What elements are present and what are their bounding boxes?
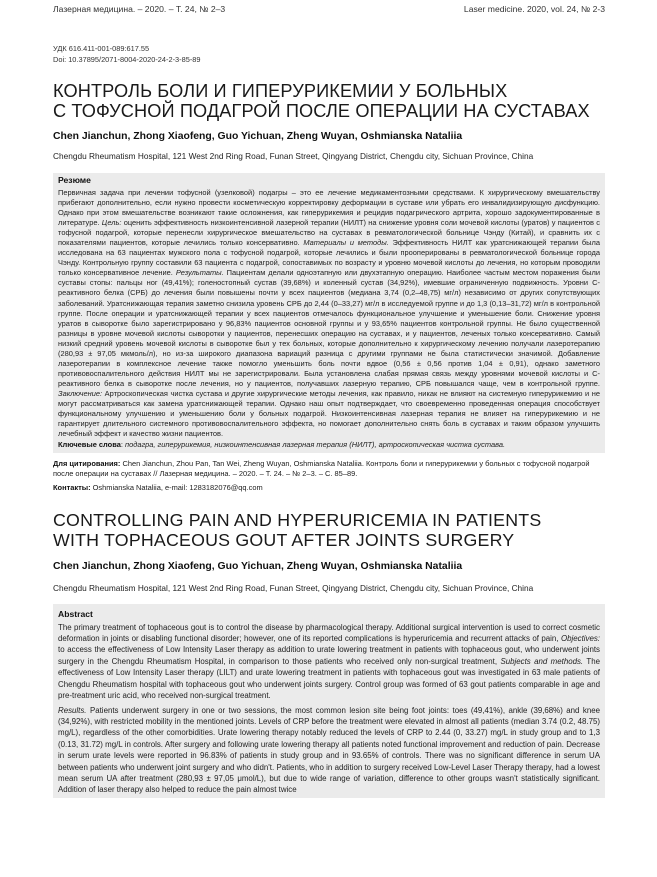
en-abstract-box (53, 604, 605, 798)
en-results-label: Results. (58, 705, 87, 715)
contact-email[interactable]: Oshmianska Nataliia, e-mail: 1283182076@qq.com (92, 482, 263, 492)
ru-citation-label: Для цитирования: (53, 458, 121, 468)
ru-citation: Для цитирования: Chen Jianchun, Zhou Pan, Tan Wei, Zheng Wuyan, Oshmianska Nataliia. Контроль боли и гиперурикемии у больных с тофусной подагрой после операции на суставах // Лазерная медицина. – 2020. – Т. 24. – № 2–3. – С. 85–89. (53, 458, 590, 478)
ru-title-line-2: С ТОФУСНОЙ ПОДАГРОЙ ПОСЛЕ ОПЕРАЦИИ НА СУСТАВАХ (53, 101, 590, 121)
en-title-line-2: WITH TOPHACEOUS GOUT AFTER JOINTS SURGERY (53, 529, 515, 550)
ru-methods-label: Материалы и методы. (303, 238, 389, 248)
udc-code: УДК 616.411-001-089:617.55 (53, 44, 150, 53)
ru-results-label: Результаты. (175, 268, 224, 278)
ru-affiliation: Chengdu Rheumatism Hospital, 121 West 2nd Ring Road, Funan Street, Qingyang District, Chengdu city, Sichuan Province, China (53, 151, 534, 161)
ru-abstract-text: Первичная задача при лечении тофусной (узелковой) подагры – это ее лечение медикаментозными средствами. К хирургическому вмешательству прибегают дополнительно, если нужно провести косметическую корректировку деформации в суставе или убрать его инвалидизирующую дисфункцию. Однако при этом вмешательстве возникают такие осложнения, как гиперурикемия и рецидив подагрического артрита, хорошо задокументированные в литературе. Цель: оценить эффективность низкоинтенсивной лазерной терапии (НИЛТ) на снижение уровня соли мочевой кислоты (уратов) у пациентов с тофусной подагрой, которые перенесли хирургическое вмешательство на суставах в ревматологической больнице Чэнду (Китай), и сравнить их с показателями пациентов, которые лечились только консервативно. Материалы и методы. Эффективность НИЛТ как уратснижающей терапии была исследована на 63 пациентах мужского пола с тофусной подагрой, которые лечились и были прооперированы в ревматологической больнице города Чэнду. Контрольную группу составили 63 пациента с подагрой, сопоставимых по возрасту и уровню мочевой кислоты до лечения, но которым проводили только консервативное лечение. Результаты. Пациентам делали одноэтапную или двухэтапную операцию. Наиболее частым местом поражения были суставы стопы: пальцы ног (49,41%); голеностопный сустав (39,68%) и коленный сустав (34,92%), имевшие ограниченную подвижность. Уровни С-реактивного белка (СРБ) до лечения были повышены почти у всех пациентов (медиана 3,74 (0,2–48,75) мг/л) независимо от других сопутствующих заболеваний. Уратснижающая терапия заметно снизила уровень СРБ до 2,44 (0–33,27) мг/л в исследуемой группе и до 1,3 (0,13–31,72) мг/л в контрольной группе. После операции и уратснижающей терапии у всех пациентов отмечалось функциональное улучшение и уменьшение боли. Снижение уровня уратов в сыворотке было зарегистрировано у 96,83% пациентов основной группы и у 93,65% пациентов контрольной группы. Не было существенной разницы в уровне мочевой кислоты сыворотки у пациентов, перенесших операцию на суставах, и у пациентов, леченых только консервативно. Самый низкий средний уровень мочевой кислоты в сыворотке был у тех больных, которые дополнительно к хирургическому лечению получали лазеротерапию (280,93 ± 97,05 мкмоль/л), но из-за широкого диапазона вариаций разница с другими группами не была статистически значимой. Добавление лазеротерапии в комплексное лечение также помогло уменьшить боль почти вдвое (0,56 ± 0,56 против 1,04 ± 0,91), однако заметного противовоспалительного действия НИЛТ мы не зарегистрировали. Была установлена слабая прямая связь между уровнями мочевой кислоты и С-реактивного белка в сыворотке после лечения, но у пациентов, получавших лазерную терапию, СРБ повышался чаще, чем в контрольной группе. Заключение: Артроскопическая чистка сустава и другие хирургические методы лечения, как правило, никак не влияют на системную гиперурикемию и не могут рассматриваться как замена уратснижающей терапии. Однако наш опыт подтверждает, что своевременно проведенная операция способствует функциональному улучшению и уменьшению боли у больных подагрой. Низкоинтенсивная лазерная терапия не влияет на гиперурикемию и не гарантирует длительного системного противовоспалительного эффекта, но помогает дополнительно снять боль в суставах и таким образом улучшить лечебный эффект и качество жизни пациентов. (58, 188, 600, 439)
running-header-left: Лазерная медицина. – 2020. – Т. 24, № 2–3 (53, 4, 226, 14)
ru-authors: Chen Jianchun, Zhong Xiaofeng, Guo Yichuan, Zheng Wuyan, Oshmianska Nataliia (53, 131, 463, 142)
ru-conclusion-label: Заключение: (58, 388, 103, 398)
ru-abstract-heading: Резюме (58, 175, 91, 185)
article-identifiers (53, 43, 605, 65)
en-methods-label: Subjects and methods. (500, 656, 584, 666)
ru-contacts (53, 483, 605, 492)
en-abstract-para-1: The primary treatment of tophaceous gout is to control the disease by pharmacological therapy. Additional surgical intervention is used to correct cosmetic deformation in joints or disabling functional disorder; however, one of its reported complications is hyperuricemia and recurrent attacks of pain, Objectives: to access the effectiveness of Low Intensity Laser therapy as addition to urate lowering treatment in patients with tophaceous gout, who underwent joints surgery in the Chengdu Rheumatism Hospital, in comparison to those patients who received only non-surgical treatment, Subjects and methods. The effectiveness of Low Intensity Laser therapy (LILT) and urate lowering treatment in patients with tophaceous gout was investigated in 63 male patients of Chengdu Rheumatism hospital with tophaceous gout who underwent joints surgery. Control group was formed of 63 gout patients comparable in age and pre-treatment uric acid, who received non-surgical treatment. (58, 622, 600, 701)
en-affiliation: Chengdu Rheumatism Hospital, 121 West 2nd Ring Road, Funan Street, Qingyang District, Chengdu city, Sichuan Province, China (53, 582, 534, 593)
ru-abstract-box (53, 173, 605, 453)
ru-contacts-label: Контакты: (53, 482, 91, 492)
doi: Doi: 10.37895/2071-8004-2020-24-2-3-85-89 (53, 55, 201, 64)
en-authors: Chen Jianchun, Zhong Xiaofeng, Guo Yichuan, Zheng Wuyan, Oshmianska Nataliia (53, 560, 463, 572)
ru-title-line-1: КОНТРОЛЬ БОЛИ И ГИПЕРУРИКЕМИИ У БОЛЬНЫХ (53, 81, 508, 101)
ru-goal-label: Цель: (101, 218, 122, 228)
running-header-right: Laser medicine. 2020, vol. 24, № 2-3 (463, 4, 605, 14)
ru-keywords: Ключевые слова: подагра, гиперурикемия, низкоинтенсивная лазерная терапия (НИЛТ), артроскопическая чистка сустава. (58, 440, 506, 450)
en-abstract-para-2: Results. Patients underwent surgery in one or two sessions, the most common lesion site being foot joints: toes (49,41%), ankle (39,68%) and knee (34,92%), with restricted mobility in the mentioned joints. Levels of CRP before the treatment were elevated in almost all patients (median 3.74 (0.2, 48.75) mg/L), regardless of the other comorbidities. Urate lowering therapy notably reduced the levels of CRP to 2.44 (0, 33.27) mg/L in study group and to 1,3 (0.13, 31.72) mg/L in controls. After surgery and following urate lowering therapy all patients noted functional improvement and reduction of pain. Decrease in serum urate levels were reported in 96.83% of patients in study group and in 93.65% of controls. There was no significant difference in serum UA between patients who underwent joint surgery and who didn't. Patients, who in addition to surgery received Low-Level Laser Therapy therapy, had a lowest mean serum UA after treatment (280,93 ± 97,05 μmol/L), but due to wide range of variation, difference to other groups wasn't statistically significant. Addition of laser therapy also helped to reduce the pain almost twice (58, 705, 600, 795)
en-article-title (53, 510, 605, 550)
en-title-line-1: CONTROLLING PAIN AND HYPERURICEMIA IN PATIENTS (53, 509, 542, 530)
running-header (53, 0, 605, 19)
en-objectives-label: Objectives: (560, 634, 600, 644)
ru-article-title (53, 81, 605, 121)
ru-keywords-label: Ключевые слова (58, 440, 121, 450)
en-abstract-heading: Abstract (58, 608, 93, 619)
